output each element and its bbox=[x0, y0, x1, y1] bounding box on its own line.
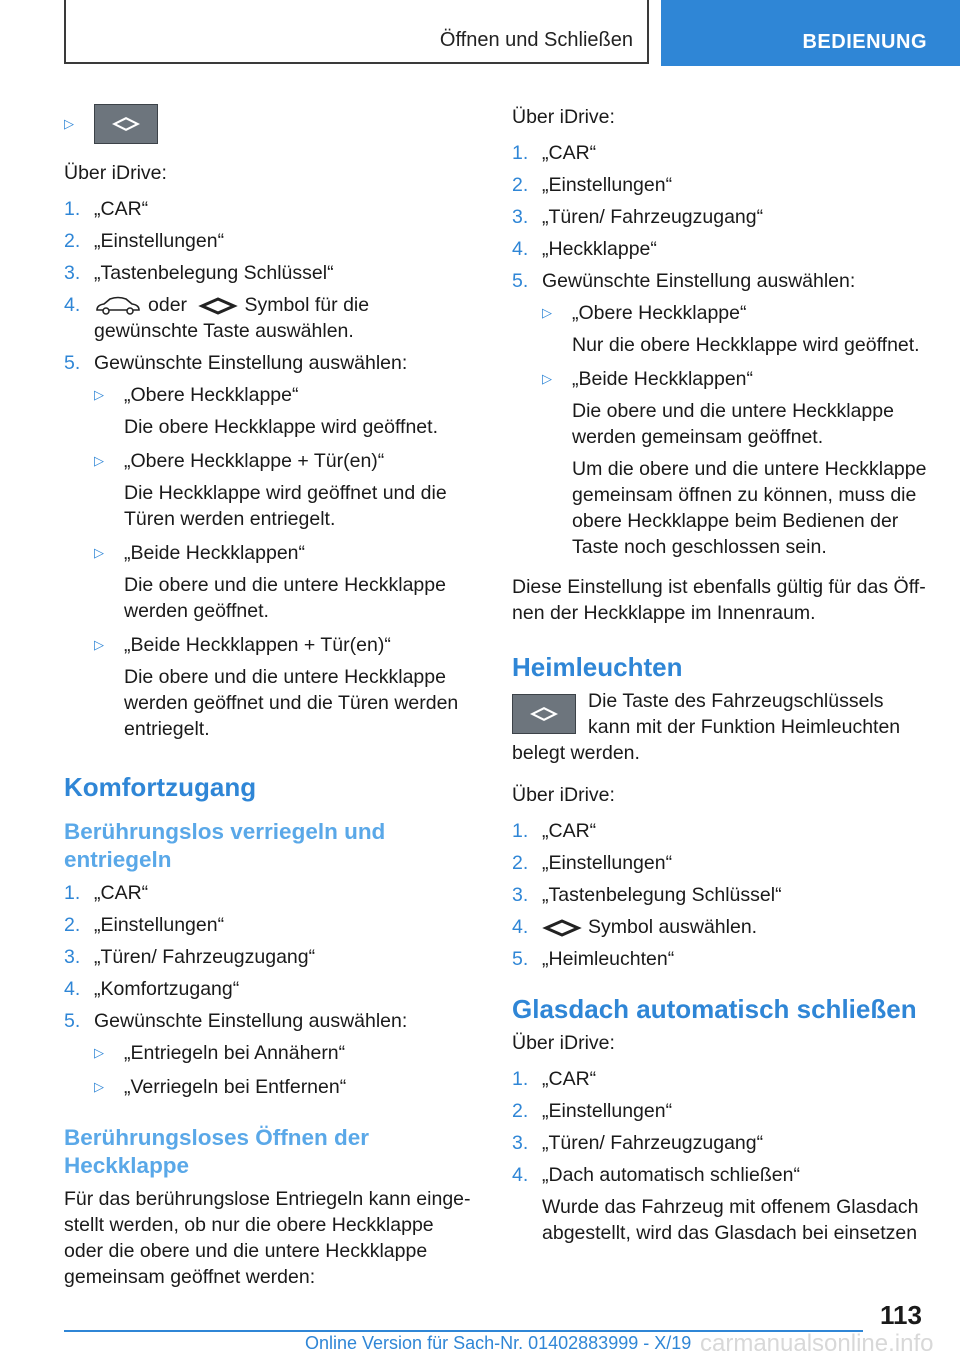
options-list bbox=[94, 382, 476, 742]
top-key-bullet bbox=[64, 104, 476, 144]
list-item: 3. „Türen/ Fahrzeugzugang“ bbox=[512, 206, 764, 228]
header-chapter-title: BEDIENUNG bbox=[802, 31, 927, 53]
key-button-diamond-icon bbox=[512, 694, 576, 734]
car-outline-icon bbox=[94, 295, 142, 317]
list-item: 3. „Tastenbelegung Schlüssel“ bbox=[512, 884, 782, 906]
header-section-box bbox=[64, 0, 649, 64]
options-list bbox=[94, 1040, 476, 1100]
list-item: 4. „Dach automatisch schließen“ Wurde das Fahrzeug mit offenem Glasdach abgestellt, wird das Glasdach bei einsetzen bbox=[512, 1164, 919, 1244]
list-item: 1. „CAR“ bbox=[512, 820, 597, 842]
paragraph: Für das berührungslose Entriegeln kann eingestellt werden, ob nur die obere Heckklappe oder die obere und die untere Heckklappe gemeinsam geöffnet werden: bbox=[64, 1188, 471, 1288]
list-item: ▷ „Beide Heckklappen + Tür(en)“ Die obere und die untere Heckklappe werden geöffnet und die Türen werden entriegelt. bbox=[94, 634, 459, 740]
list-item: 4. „Heckklappe“ bbox=[512, 238, 657, 260]
header-chapter-tab bbox=[661, 0, 960, 66]
triangle-right-icon: ▷ bbox=[64, 116, 74, 131]
list-item: 1. „CAR“ bbox=[64, 198, 149, 220]
paragraph: Diese Einstellung ist ebenfalls gültig für das Öffnen der Heckklappe im Innenraum. bbox=[512, 576, 926, 624]
diamond-outline-icon bbox=[198, 297, 238, 315]
triangle-right-icon: ▷ bbox=[94, 453, 104, 468]
list-item: ▷ „Obere Heckklappe + Tür(en)“ Die Heckklappe wird geöffnet und die Türen werden entriegelt. bbox=[94, 450, 447, 530]
heim-intro: Die Taste des Fahrzeugschlüssels kann mit der Funktion Heimleuchten belegt werden. bbox=[512, 690, 901, 764]
via-idrive-text: Über iDrive: bbox=[64, 162, 167, 184]
watermark: carmanualsonline.info bbox=[700, 1330, 934, 1357]
list-item: 2. „Einstellungen“ bbox=[64, 914, 225, 936]
via-idrive-text: Über iDrive: bbox=[512, 106, 615, 128]
header-section-title: Öffnen und Schließen bbox=[439, 29, 633, 51]
triangle-right-icon: ▷ bbox=[542, 305, 552, 320]
section-heading-glasdach: Glasdach automatisch schließen bbox=[512, 994, 917, 1024]
footer-text: Online Version für Sach-Nr. 01402883999 - X/19 bbox=[305, 1333, 692, 1353]
list-item: 5. „Heimleuchten“ bbox=[512, 948, 675, 970]
section-heading-komfortzugang: Komfortzugang bbox=[64, 772, 257, 802]
list-item: ▷ „Beide Heckklappen“ Die obere und die untere Heckklappe werden geöffnet. bbox=[94, 542, 446, 622]
subheading-beruehrungslos-verriegeln: Berührungslos verriegeln und entriegeln bbox=[64, 819, 386, 872]
list-item: 4. oder Symbol für die gewünschte Taste auswählen. bbox=[64, 294, 370, 342]
triangle-right-icon: ▷ bbox=[542, 371, 552, 386]
list-item: ▷ „Verriegeln bei Entfernen“ bbox=[94, 1076, 347, 1098]
list-item: 2. „Einstellungen“ bbox=[512, 174, 673, 196]
page-number: 113 bbox=[880, 1300, 922, 1330]
steps-list bbox=[64, 880, 476, 1108]
steps-list bbox=[512, 1066, 928, 1246]
section-heading-heimleuchten: Heimleuchten bbox=[512, 652, 683, 682]
list-item: 1. „CAR“ bbox=[512, 1068, 597, 1090]
triangle-right-icon: ▷ bbox=[94, 1045, 104, 1060]
triangle-right-icon: ▷ bbox=[94, 637, 104, 652]
list-item: 5. Gewünschte Einstellung auswählen: ▷ „Obere Heckklappe“ Nur die obere Heckklappe wird geöffnet. ▷ „Beide Heckklappen“ Die obere und die untere Heckklappe werden gemeinsam geöffnet. Um die obere und die untere Heckklappe gemeinsam öffnen zu können, muss die obere Heckklappe beim Bedienen der Taste noch geschlossen sein. bbox=[512, 270, 927, 558]
list-item: 2. „Einstellungen“ bbox=[512, 852, 673, 874]
list-item: ▷ „Obere Heckklappe“ Die obere Heckklappe wird geöffnet. bbox=[94, 384, 438, 438]
list-item: 1. „CAR“ bbox=[64, 882, 149, 904]
list-item: 2. „Einstellungen“ bbox=[512, 1100, 673, 1122]
list-item: 2. „Einstellungen“ bbox=[64, 230, 225, 252]
via-idrive-text: Über iDrive: bbox=[512, 784, 615, 806]
steps-list bbox=[512, 818, 928, 972]
key-button-diamond-icon bbox=[94, 104, 158, 144]
list-item: 4. „Komfortzugang“ bbox=[64, 978, 240, 1000]
options-list bbox=[542, 300, 928, 560]
list-item: ▷ „Beide Heckklappen“ Die obere und die untere Heckklappe werden gemeinsam geöffnet. Um die obere und die untere Heckklappe gemeinsam öffnen zu können, muss die obere Heckklappe beim Bedienen der Taste noch geschlossen sein. bbox=[542, 368, 927, 558]
steps-list bbox=[512, 140, 928, 568]
right-column bbox=[512, 104, 928, 1252]
left-column bbox=[64, 104, 476, 1290]
triangle-right-icon: ▷ bbox=[94, 1079, 104, 1094]
list-item: ▷ „Obere Heckklappe“ Nur die obere Heckklappe wird geöffnet. bbox=[542, 302, 920, 356]
triangle-right-icon: ▷ bbox=[94, 545, 104, 560]
via-idrive-text: Über iDrive: bbox=[512, 1032, 615, 1054]
list-item: 3. „Tastenbelegung Schlüssel“ bbox=[64, 262, 334, 284]
list-item: 3. „Türen/ Fahrzeugzugang“ bbox=[512, 1132, 764, 1154]
list-item: 5. Gewünschte Einstellung auswählen: ▷ „Entriegeln bei Annähern“ ▷ „Verriegeln bei Entfernen“ bbox=[64, 1008, 476, 1108]
list-item: 3. „Türen/ Fahrzeugzugang“ bbox=[64, 946, 316, 968]
list-item: ▷ „Entriegeln bei Annähern“ bbox=[94, 1042, 346, 1064]
steps-list bbox=[64, 196, 476, 750]
subheading-oeffnen-heckklappe: Berührungsloses Öffnen der Heckklappe bbox=[64, 1125, 370, 1178]
list-item: 4. Symbol auswählen. bbox=[512, 916, 758, 938]
list-item: 5. Gewünschte Einstellung auswählen: ▷ „Obere Heckklappe“ Die obere Heckklappe wird geöffnet. ▷ „Obere Heckklappe + Tür(en)“ Die Heckklappe wird geöffnet und die Türen werden entriegelt. ▷ „Beide Heckklappen“ Die obere und die untere Heckklappe werden geöffnet. ▷ „Beide Heckklappen + Tür(en)“ Die obere und die untere Heckklappe werden geöffnet und die Türen werden entriegelt. bbox=[64, 350, 476, 750]
diamond-outline-icon bbox=[542, 919, 582, 937]
triangle-right-icon: ▷ bbox=[94, 387, 104, 402]
list-item: 1. „CAR“ bbox=[512, 142, 597, 164]
